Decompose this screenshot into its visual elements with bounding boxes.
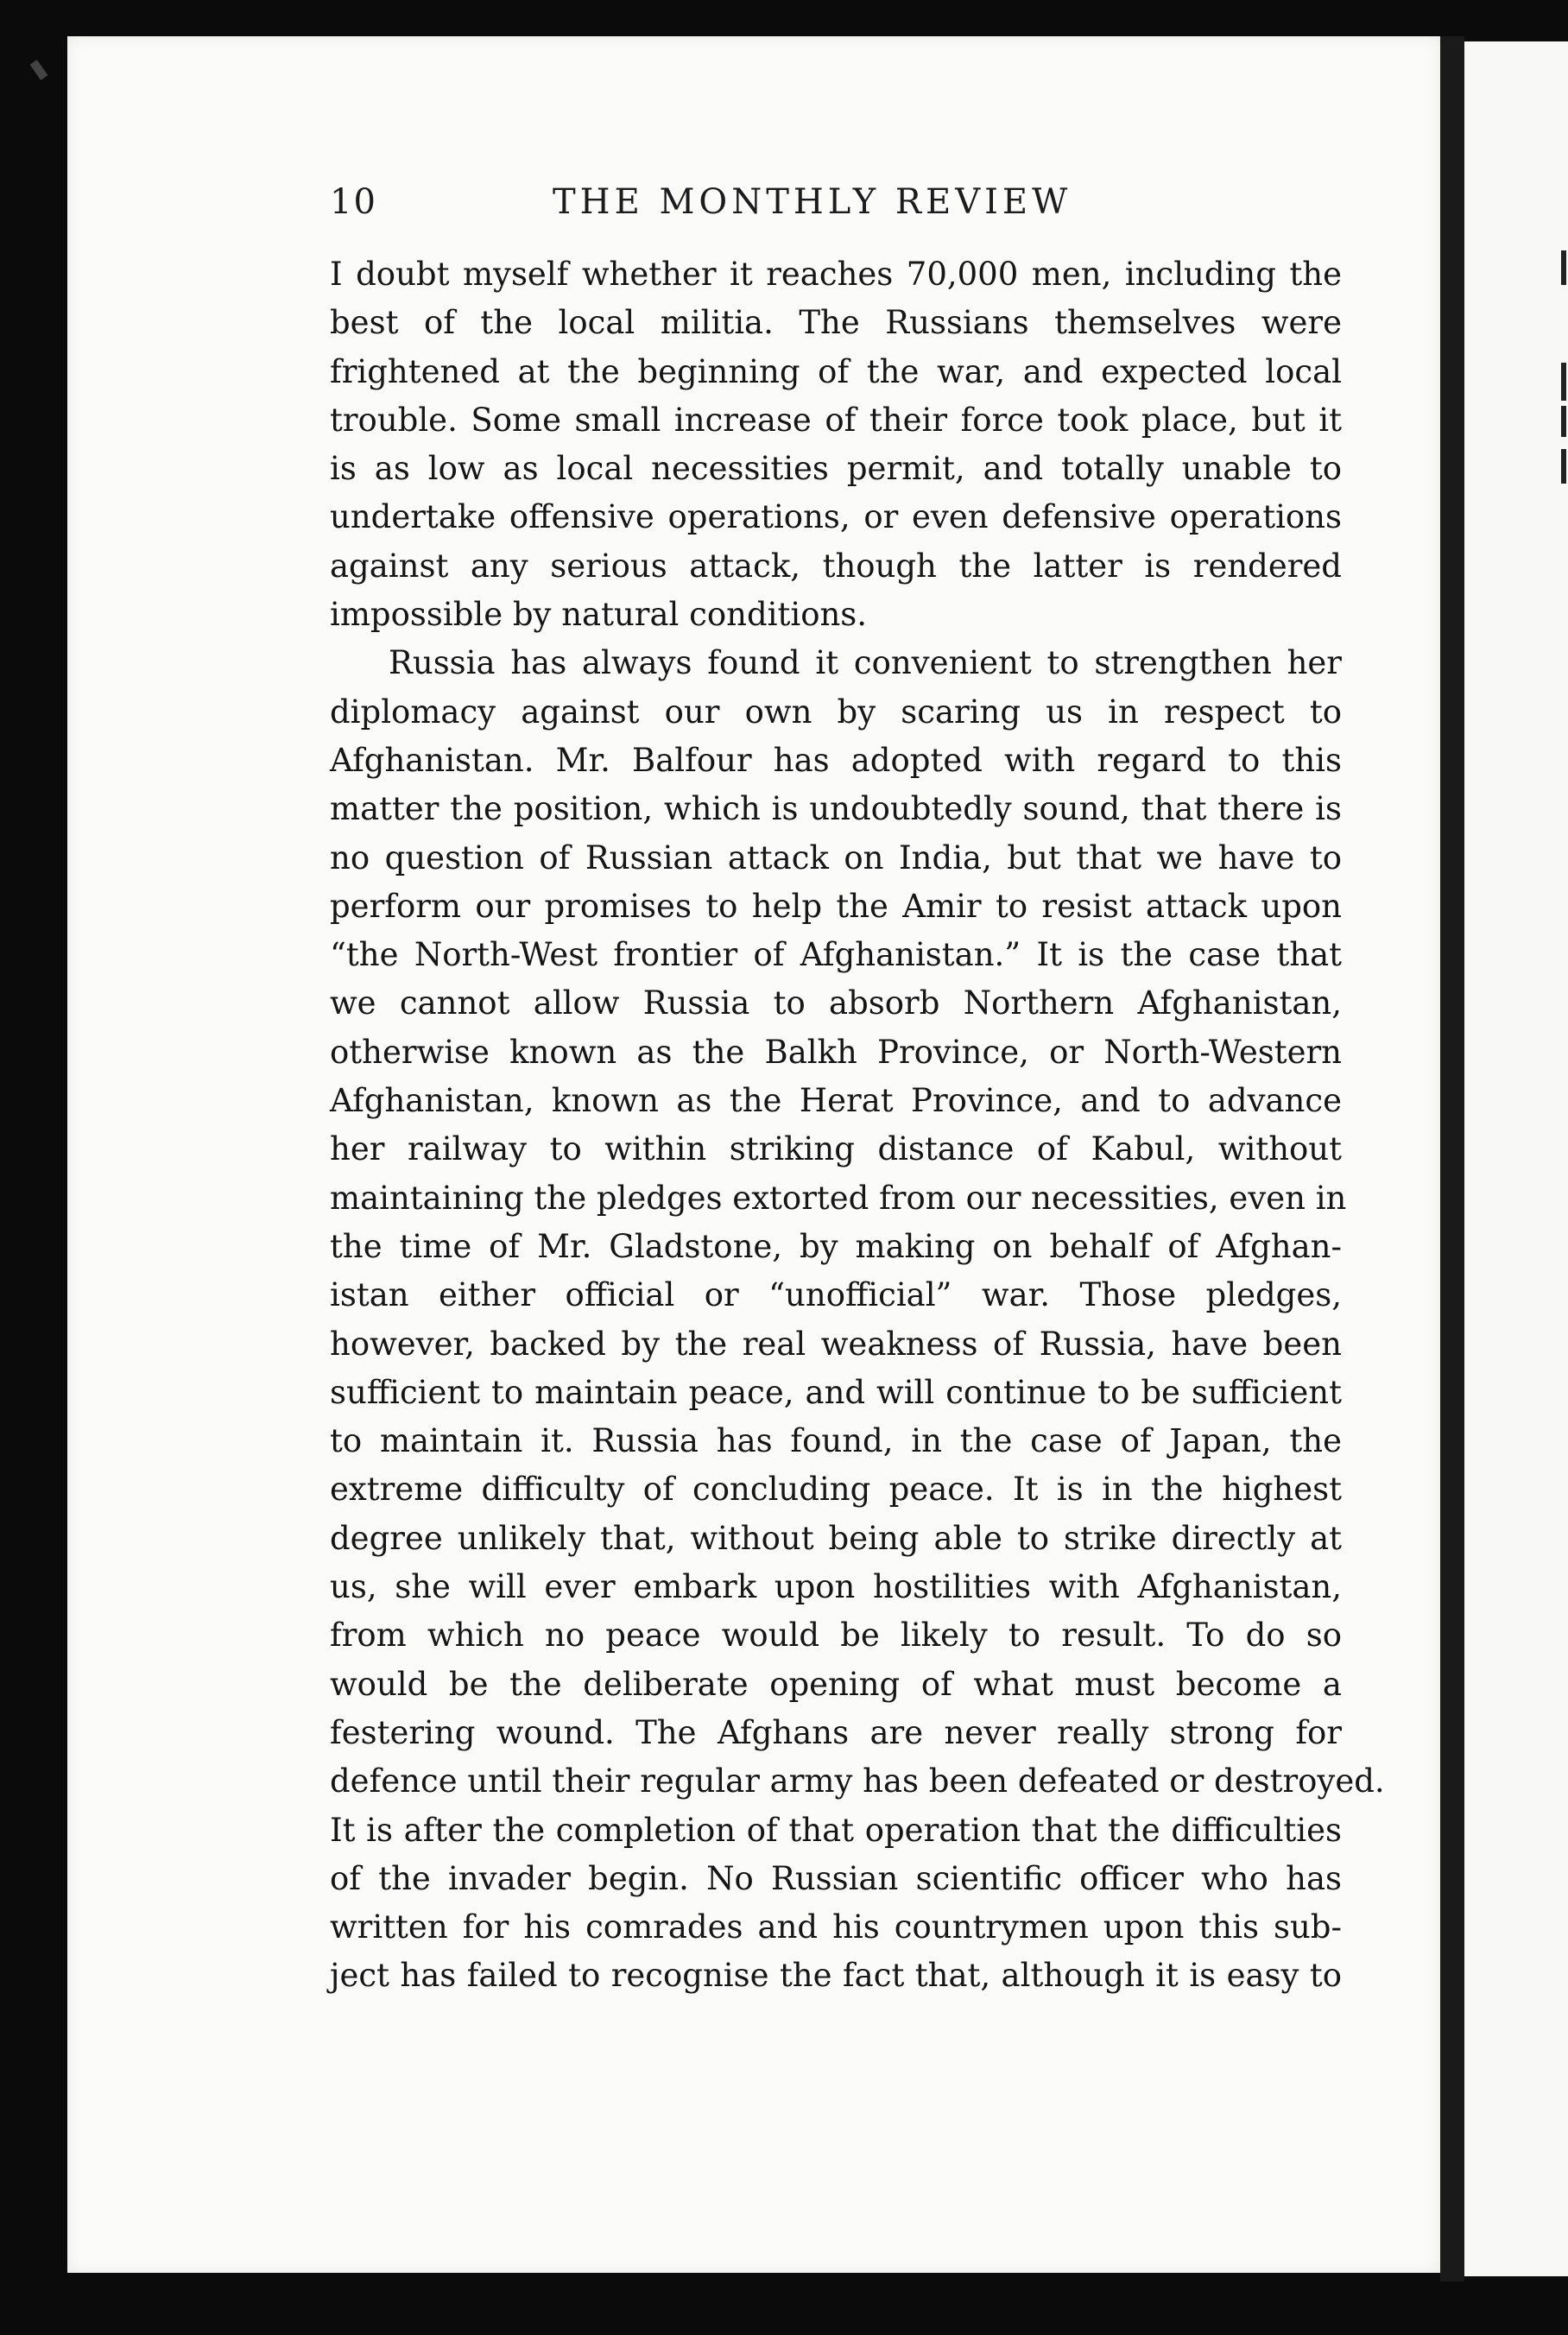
- book-spine-shadow: [1440, 36, 1464, 2281]
- text-line: It is after the completion of that operation that the difficulties: [330, 1811, 1342, 1849]
- text-line: Afghanistan, known as the Herat Province, and to advance: [330, 1082, 1342, 1120]
- text-line: us, she will ever embark upon hostilities with Afghanistan,: [330, 1568, 1342, 1606]
- text-line: defence until their regular army has been defeated or destroyed.: [330, 1762, 1385, 1800]
- text-line: otherwise known as the Balkh Province, or North-Western: [330, 1033, 1342, 1071]
- text-line: ject has failed to recognise the fact that, although it is easy to: [330, 1957, 1342, 1995]
- text-line: to maintain it. Russia has found, in the case of Japan, the: [330, 1422, 1342, 1460]
- text-line: degree unlikely that, without being able to strike directly at: [330, 1519, 1342, 1557]
- text-line: her railway to within striking distance of Kabul, without: [330, 1130, 1342, 1168]
- text-line: trouble. Some small increase of their force took place, but it: [330, 401, 1342, 439]
- text-line: Afghanistan. Mr. Balfour has adopted with regard to this: [330, 741, 1342, 779]
- text-line: perform our promises to help the Amir to resist attack upon: [330, 887, 1342, 925]
- text-line: sufficient to maintain peace, and will continue to be sufficient: [330, 1373, 1342, 1411]
- text-line: however, backed by the real weakness of Russia, have been: [330, 1325, 1342, 1363]
- next-page-text-fragment: [1561, 449, 1566, 484]
- text-line: no question of Russian attack on India, but that we have to: [330, 838, 1342, 876]
- next-page-text-fragment: [1561, 363, 1566, 401]
- next-page-text-fragment: [1561, 250, 1566, 285]
- body-text: [330, 250, 1385, 2001]
- text-line: of the invader begin. No Russian scientific officer who has: [330, 1859, 1342, 1897]
- text-line: extreme difficulty of concluding peace. It is in the highest: [330, 1471, 1342, 1509]
- text-line: I doubt myself whether it reaches 70,000 men, including the: [330, 256, 1342, 293]
- text-line: we cannot allow Russia to absorb Northern Afghanistan,: [330, 984, 1342, 1022]
- next-page-edge: [1464, 41, 1568, 2276]
- running-head: THE MONTHLY REVIEW: [553, 182, 1072, 222]
- text-line: written for his comrades and his countrymen upon this sub-: [330, 1908, 1342, 1946]
- text-line: istan either official or “unofficial” war. Those pledges,: [330, 1276, 1342, 1314]
- text-line: “the North-West frontier of Afghanistan.” It is the case that: [330, 936, 1342, 974]
- text-line: frightened at the beginning of the war, and expected local: [330, 352, 1342, 390]
- text-line: from which no peace would be likely to result. To do so: [330, 1617, 1342, 1655]
- page-header: [330, 177, 1342, 229]
- text-line: impossible by natural conditions.: [330, 596, 868, 634]
- text-line: undertake offensive operations, or even defensive operations: [330, 498, 1342, 536]
- text-line: maintaining the pledges extorted from our necessities, even in: [330, 1179, 1347, 1217]
- text-line: would be the deliberate opening of what must become a: [330, 1665, 1342, 1703]
- next-page-text-fragment: [1561, 406, 1566, 437]
- text-line: against any serious attack, though the latter is rendered: [330, 547, 1342, 585]
- text-line: Russia has always found it convenient to strengthen her: [389, 644, 1342, 682]
- scan-edge-mark: [30, 60, 48, 80]
- text-line: festering wound. The Afghans are never really strong for: [330, 1713, 1342, 1751]
- text-line: is as low as local necessities permit, and totally unable to: [330, 450, 1342, 488]
- text-line: matter the position, which is undoubtedly sound, that there is: [330, 790, 1342, 828]
- text-line: the time of Mr. Gladstone, by making on behalf of Afghan-: [330, 1227, 1342, 1265]
- page-number: 10: [330, 182, 377, 222]
- text-line: best of the local militia. The Russians themselves were: [330, 304, 1342, 342]
- text-line: diplomacy against our own by scaring us in respect to: [330, 693, 1342, 731]
